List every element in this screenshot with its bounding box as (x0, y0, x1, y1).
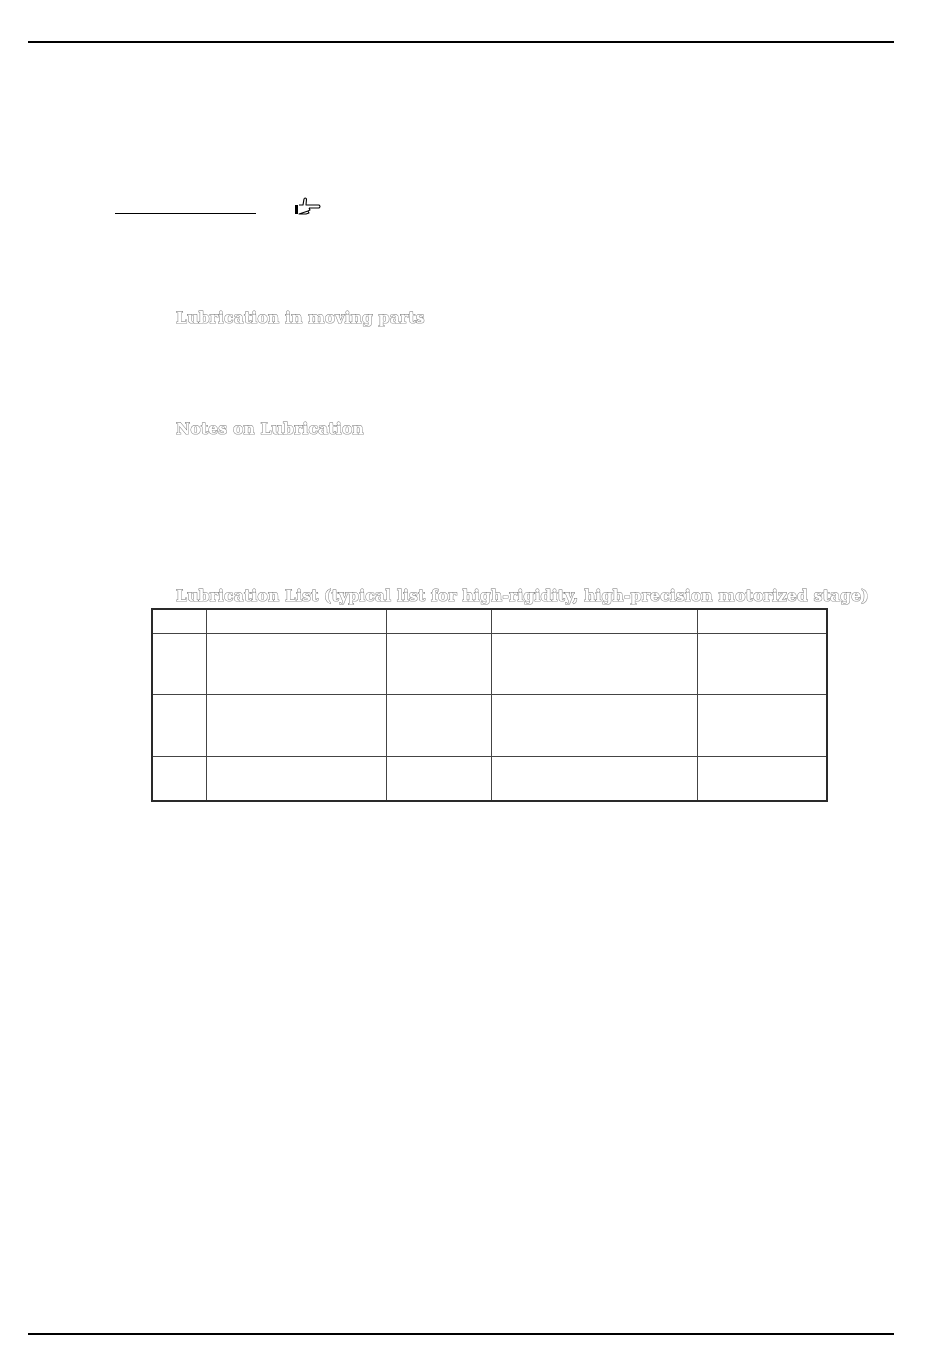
table-cell (152, 756, 206, 801)
table-header-cell (697, 609, 827, 633)
table-cell (697, 756, 827, 801)
table-cell (206, 756, 386, 801)
table-header-cell (206, 609, 386, 633)
table-cell (491, 633, 697, 694)
pointing-hand-icon (294, 196, 322, 218)
table-cell (697, 694, 827, 756)
table-cell (386, 756, 491, 801)
table-header-cell (386, 609, 491, 633)
table-cell (206, 694, 386, 756)
table-cell (491, 694, 697, 756)
table-cell (697, 633, 827, 694)
table-cell (152, 694, 206, 756)
table-cell (386, 633, 491, 694)
table-row (152, 756, 827, 801)
table-cell (386, 694, 491, 756)
heading-notes-on-lubrication: Notes on Lubrication (176, 419, 364, 438)
table-cell (206, 633, 386, 694)
heading-lubrication-moving-parts: Lubrication in moving parts (176, 308, 425, 327)
table-row (152, 633, 827, 694)
table-header-row (152, 609, 827, 633)
table-header-cell (491, 609, 697, 633)
table-cell (491, 756, 697, 801)
lubrication-table (151, 608, 828, 802)
table-header-cell (152, 609, 206, 633)
header-rule (28, 41, 894, 43)
footer-rule (28, 1333, 894, 1335)
table-cell (152, 633, 206, 694)
table-row (152, 694, 827, 756)
section-underline (115, 213, 256, 214)
heading-lubrication-list: Lubrication List (typical list for high-rigidity, high-precision motorized stage) (176, 586, 869, 605)
